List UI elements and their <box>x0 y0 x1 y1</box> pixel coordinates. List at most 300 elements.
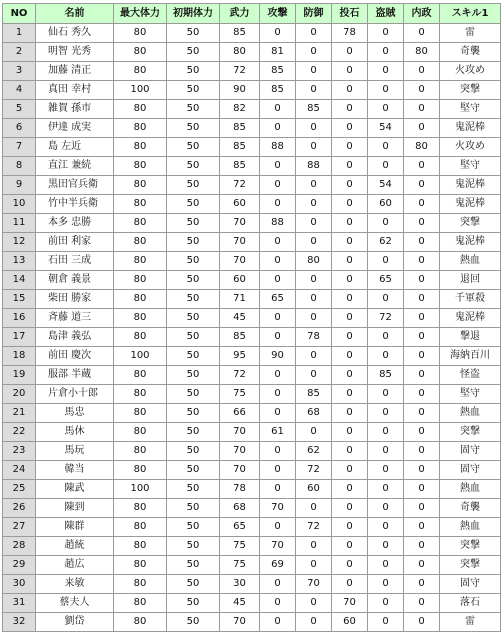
row-no: 28 <box>3 537 36 556</box>
force-cell: 70 <box>220 252 260 271</box>
defense-cell: 0 <box>296 233 332 252</box>
politics-cell: 0 <box>404 594 440 613</box>
force-cell: 66 <box>220 404 260 423</box>
character-name: 黒田官兵衛 <box>36 176 114 195</box>
row-no: 12 <box>3 233 36 252</box>
row-no: 27 <box>3 518 36 537</box>
force-cell: 70 <box>220 214 260 233</box>
max-hp-cell: 80 <box>114 461 167 480</box>
defense-cell: 0 <box>296 537 332 556</box>
defense-cell: 0 <box>296 24 332 43</box>
initial-hp-cell: 50 <box>167 461 220 480</box>
force-cell: 60 <box>220 195 260 214</box>
skill-cell: 熱血 <box>440 518 501 537</box>
defense-cell: 0 <box>296 347 332 366</box>
table-row <box>3 252 501 271</box>
skill-cell: 鬼泥棒 <box>440 119 501 138</box>
attack-cell: 61 <box>260 423 296 442</box>
skill-cell: 奇襲 <box>440 43 501 62</box>
politics-cell: 0 <box>404 613 440 632</box>
politics-cell: 0 <box>404 119 440 138</box>
politics-cell: 0 <box>404 100 440 119</box>
throw-stone-cell: 0 <box>332 233 368 252</box>
max-hp-cell: 80 <box>114 119 167 138</box>
table-row <box>3 290 501 309</box>
attack-cell: 0 <box>260 404 296 423</box>
defense-cell: 0 <box>296 62 332 81</box>
throw-stone-cell: 0 <box>332 347 368 366</box>
defense-cell: 68 <box>296 404 332 423</box>
force-cell: 72 <box>220 176 260 195</box>
initial-hp-cell: 50 <box>167 518 220 537</box>
throw-stone-cell: 0 <box>332 442 368 461</box>
initial-hp-cell: 50 <box>167 385 220 404</box>
header-max-hp: 最大体力 <box>114 4 167 24</box>
header-no: NO <box>3 4 36 24</box>
thief-cell: 0 <box>368 575 404 594</box>
initial-hp-cell: 50 <box>167 556 220 575</box>
defense-cell: 0 <box>296 594 332 613</box>
max-hp-cell: 80 <box>114 290 167 309</box>
throw-stone-cell: 0 <box>332 252 368 271</box>
character-name: 雑賀 孫市 <box>36 100 114 119</box>
initial-hp-cell: 50 <box>167 81 220 100</box>
defense-cell: 62 <box>296 442 332 461</box>
force-cell: 85 <box>220 24 260 43</box>
initial-hp-cell: 50 <box>167 290 220 309</box>
throw-stone-cell: 0 <box>332 176 368 195</box>
character-stats-table <box>2 3 501 632</box>
thief-cell: 0 <box>368 423 404 442</box>
attack-cell: 88 <box>260 138 296 157</box>
table-row <box>3 556 501 575</box>
throw-stone-cell: 0 <box>332 290 368 309</box>
throw-stone-cell: 0 <box>332 214 368 233</box>
thief-cell: 54 <box>368 119 404 138</box>
politics-cell: 0 <box>404 499 440 518</box>
table-row <box>3 499 501 518</box>
header-name: 名前 <box>36 4 114 24</box>
force-cell: 78 <box>220 480 260 499</box>
table-row <box>3 271 501 290</box>
skill-cell: 突撃 <box>440 423 501 442</box>
defense-cell: 88 <box>296 157 332 176</box>
skill-cell: 突撃 <box>440 537 501 556</box>
politics-cell: 0 <box>404 62 440 81</box>
row-no: 2 <box>3 43 36 62</box>
politics-cell: 0 <box>404 176 440 195</box>
attack-cell: 0 <box>260 309 296 328</box>
initial-hp-cell: 50 <box>167 309 220 328</box>
attack-cell: 65 <box>260 290 296 309</box>
defense-cell: 0 <box>296 290 332 309</box>
force-cell: 85 <box>220 119 260 138</box>
defense-cell: 85 <box>296 385 332 404</box>
character-name: 加藤 清正 <box>36 62 114 81</box>
table-row <box>3 613 501 632</box>
thief-cell: 54 <box>368 176 404 195</box>
politics-cell: 0 <box>404 157 440 176</box>
politics-cell: 0 <box>404 271 440 290</box>
thief-cell: 0 <box>368 556 404 575</box>
row-no: 3 <box>3 62 36 81</box>
thief-cell: 0 <box>368 613 404 632</box>
table-row <box>3 575 501 594</box>
thief-cell: 0 <box>368 100 404 119</box>
max-hp-cell: 80 <box>114 499 167 518</box>
header-skill1: スキル1 <box>440 4 501 24</box>
force-cell: 85 <box>220 328 260 347</box>
defense-cell: 0 <box>296 309 332 328</box>
row-no: 14 <box>3 271 36 290</box>
character-name: 蔡夫人 <box>36 594 114 613</box>
character-name: 陳群 <box>36 518 114 537</box>
attack-cell: 0 <box>260 328 296 347</box>
politics-cell: 0 <box>404 347 440 366</box>
attack-cell: 0 <box>260 176 296 195</box>
table-row <box>3 518 501 537</box>
attack-cell: 0 <box>260 594 296 613</box>
defense-cell: 72 <box>296 461 332 480</box>
skill-cell: 鬼泥棒 <box>440 233 501 252</box>
character-name: 趙統 <box>36 537 114 556</box>
skill-cell: 鬼泥棒 <box>440 309 501 328</box>
table-row <box>3 138 501 157</box>
politics-cell: 0 <box>404 252 440 271</box>
initial-hp-cell: 50 <box>167 62 220 81</box>
initial-hp-cell: 50 <box>167 157 220 176</box>
throw-stone-cell: 0 <box>332 575 368 594</box>
politics-cell: 0 <box>404 366 440 385</box>
character-name: 本多 忠勝 <box>36 214 114 233</box>
initial-hp-cell: 50 <box>167 480 220 499</box>
initial-hp-cell: 50 <box>167 442 220 461</box>
skill-cell: 固守 <box>440 575 501 594</box>
skill-cell: 海納百川 <box>440 347 501 366</box>
attack-cell: 0 <box>260 252 296 271</box>
force-cell: 75 <box>220 556 260 575</box>
force-cell: 70 <box>220 613 260 632</box>
throw-stone-cell: 0 <box>332 138 368 157</box>
force-cell: 70 <box>220 461 260 480</box>
table-row <box>3 366 501 385</box>
thief-cell: 0 <box>368 594 404 613</box>
thief-cell: 0 <box>368 442 404 461</box>
politics-cell: 0 <box>404 309 440 328</box>
max-hp-cell: 80 <box>114 252 167 271</box>
thief-cell: 0 <box>368 214 404 233</box>
force-cell: 85 <box>220 157 260 176</box>
max-hp-cell: 80 <box>114 233 167 252</box>
max-hp-cell: 80 <box>114 613 167 632</box>
skill-cell: 鬼泥棒 <box>440 195 501 214</box>
character-name: 劉岱 <box>36 613 114 632</box>
header-row <box>3 4 501 24</box>
thief-cell: 0 <box>368 81 404 100</box>
thief-cell: 85 <box>368 366 404 385</box>
defense-cell: 0 <box>296 138 332 157</box>
thief-cell: 0 <box>368 290 404 309</box>
max-hp-cell: 80 <box>114 575 167 594</box>
table-row <box>3 404 501 423</box>
initial-hp-cell: 50 <box>167 404 220 423</box>
skill-cell: 突撃 <box>440 81 501 100</box>
initial-hp-cell: 50 <box>167 575 220 594</box>
force-cell: 82 <box>220 100 260 119</box>
table-row <box>3 43 501 62</box>
thief-cell: 0 <box>368 62 404 81</box>
throw-stone-cell: 0 <box>332 43 368 62</box>
skill-cell: 熱血 <box>440 252 501 271</box>
character-name: 真田 幸村 <box>36 81 114 100</box>
attack-cell: 90 <box>260 347 296 366</box>
table-row <box>3 461 501 480</box>
table-row <box>3 119 501 138</box>
force-cell: 95 <box>220 347 260 366</box>
max-hp-cell: 80 <box>114 518 167 537</box>
thief-cell: 0 <box>368 480 404 499</box>
skill-cell: 堅守 <box>440 385 501 404</box>
character-name: 陳武 <box>36 480 114 499</box>
row-no: 26 <box>3 499 36 518</box>
throw-stone-cell: 0 <box>332 366 368 385</box>
character-name: 朝倉 義景 <box>36 271 114 290</box>
character-name: 石田 三成 <box>36 252 114 271</box>
initial-hp-cell: 50 <box>167 195 220 214</box>
defense-cell: 0 <box>296 556 332 575</box>
initial-hp-cell: 50 <box>167 233 220 252</box>
initial-hp-cell: 50 <box>167 176 220 195</box>
throw-stone-cell: 0 <box>332 461 368 480</box>
thief-cell: 65 <box>368 271 404 290</box>
attack-cell: 70 <box>260 537 296 556</box>
thief-cell: 0 <box>368 157 404 176</box>
politics-cell: 0 <box>404 214 440 233</box>
table-row <box>3 309 501 328</box>
character-name: 島 左近 <box>36 138 114 157</box>
politics-cell: 80 <box>404 43 440 62</box>
row-no: 10 <box>3 195 36 214</box>
politics-cell: 0 <box>404 518 440 537</box>
max-hp-cell: 80 <box>114 442 167 461</box>
thief-cell: 0 <box>368 347 404 366</box>
character-name: 趙広 <box>36 556 114 575</box>
row-no: 11 <box>3 214 36 233</box>
skill-cell: 怪盗 <box>440 366 501 385</box>
throw-stone-cell: 0 <box>332 62 368 81</box>
attack-cell: 0 <box>260 461 296 480</box>
max-hp-cell: 100 <box>114 81 167 100</box>
attack-cell: 0 <box>260 271 296 290</box>
max-hp-cell: 80 <box>114 157 167 176</box>
thief-cell: 0 <box>368 328 404 347</box>
initial-hp-cell: 50 <box>167 214 220 233</box>
throw-stone-cell: 0 <box>332 119 368 138</box>
throw-stone-cell: 0 <box>332 480 368 499</box>
initial-hp-cell: 50 <box>167 271 220 290</box>
header-attack: 攻撃 <box>260 4 296 24</box>
character-name: 陳到 <box>36 499 114 518</box>
attack-cell: 85 <box>260 62 296 81</box>
table-row <box>3 347 501 366</box>
max-hp-cell: 80 <box>114 195 167 214</box>
max-hp-cell: 80 <box>114 366 167 385</box>
row-no: 9 <box>3 176 36 195</box>
defense-cell: 0 <box>296 195 332 214</box>
character-name: 来敏 <box>36 575 114 594</box>
defense-cell: 0 <box>296 366 332 385</box>
row-no: 30 <box>3 575 36 594</box>
table-row <box>3 24 501 43</box>
defense-cell: 0 <box>296 271 332 290</box>
defense-cell: 0 <box>296 214 332 233</box>
row-no: 17 <box>3 328 36 347</box>
character-name: 仙石 秀久 <box>36 24 114 43</box>
initial-hp-cell: 50 <box>167 423 220 442</box>
character-name: 柴田 勝家 <box>36 290 114 309</box>
character-name: 島津 義弘 <box>36 328 114 347</box>
thief-cell: 0 <box>368 537 404 556</box>
attack-cell: 0 <box>260 100 296 119</box>
politics-cell: 0 <box>404 195 440 214</box>
character-table-container <box>2 3 501 632</box>
header-force: 武力 <box>220 4 260 24</box>
throw-stone-cell: 0 <box>332 556 368 575</box>
skill-cell: 千軍殺 <box>440 290 501 309</box>
force-cell: 45 <box>220 309 260 328</box>
header-politics: 内政 <box>404 4 440 24</box>
force-cell: 45 <box>220 594 260 613</box>
throw-stone-cell: 0 <box>332 499 368 518</box>
row-no: 8 <box>3 157 36 176</box>
thief-cell: 0 <box>368 499 404 518</box>
attack-cell: 81 <box>260 43 296 62</box>
max-hp-cell: 80 <box>114 556 167 575</box>
header-thief: 盗賊 <box>368 4 404 24</box>
table-row <box>3 385 501 404</box>
character-name: 斉藤 道三 <box>36 309 114 328</box>
initial-hp-cell: 50 <box>167 119 220 138</box>
skill-cell: 突撃 <box>440 556 501 575</box>
initial-hp-cell: 50 <box>167 100 220 119</box>
throw-stone-cell: 0 <box>332 81 368 100</box>
max-hp-cell: 80 <box>114 423 167 442</box>
throw-stone-cell: 0 <box>332 195 368 214</box>
skill-cell: 堅守 <box>440 100 501 119</box>
initial-hp-cell: 50 <box>167 24 220 43</box>
row-no: 16 <box>3 309 36 328</box>
politics-cell: 0 <box>404 461 440 480</box>
attack-cell: 0 <box>260 518 296 537</box>
initial-hp-cell: 50 <box>167 594 220 613</box>
defense-cell: 0 <box>296 499 332 518</box>
politics-cell: 0 <box>404 290 440 309</box>
force-cell: 90 <box>220 81 260 100</box>
force-cell: 71 <box>220 290 260 309</box>
initial-hp-cell: 50 <box>167 328 220 347</box>
skill-cell: 撃退 <box>440 328 501 347</box>
attack-cell: 0 <box>260 157 296 176</box>
force-cell: 70 <box>220 423 260 442</box>
row-no: 1 <box>3 24 36 43</box>
max-hp-cell: 80 <box>114 214 167 233</box>
table-row <box>3 100 501 119</box>
table-row <box>3 157 501 176</box>
table-row <box>3 480 501 499</box>
character-name: 前田 利家 <box>36 233 114 252</box>
thief-cell: 0 <box>368 461 404 480</box>
politics-cell: 0 <box>404 81 440 100</box>
force-cell: 72 <box>220 62 260 81</box>
thief-cell: 0 <box>368 252 404 271</box>
row-no: 15 <box>3 290 36 309</box>
politics-cell: 0 <box>404 24 440 43</box>
max-hp-cell: 80 <box>114 271 167 290</box>
initial-hp-cell: 50 <box>167 613 220 632</box>
politics-cell: 0 <box>404 442 440 461</box>
row-no: 20 <box>3 385 36 404</box>
thief-cell: 0 <box>368 138 404 157</box>
politics-cell: 0 <box>404 480 440 499</box>
attack-cell: 88 <box>260 214 296 233</box>
attack-cell: 0 <box>260 575 296 594</box>
throw-stone-cell: 60 <box>332 613 368 632</box>
throw-stone-cell: 0 <box>332 100 368 119</box>
attack-cell: 85 <box>260 81 296 100</box>
thief-cell: 62 <box>368 233 404 252</box>
throw-stone-cell: 0 <box>332 537 368 556</box>
row-no: 18 <box>3 347 36 366</box>
skill-cell: 熱血 <box>440 480 501 499</box>
table-row <box>3 62 501 81</box>
defense-cell: 72 <box>296 518 332 537</box>
thief-cell: 72 <box>368 309 404 328</box>
initial-hp-cell: 50 <box>167 138 220 157</box>
politics-cell: 0 <box>404 575 440 594</box>
row-no: 22 <box>3 423 36 442</box>
defense-cell: 0 <box>296 119 332 138</box>
skill-cell: 奇襲 <box>440 499 501 518</box>
character-name: 前田 慶次 <box>36 347 114 366</box>
force-cell: 85 <box>220 138 260 157</box>
row-no: 19 <box>3 366 36 385</box>
thief-cell: 0 <box>368 24 404 43</box>
politics-cell: 0 <box>404 404 440 423</box>
max-hp-cell: 80 <box>114 385 167 404</box>
row-no: 5 <box>3 100 36 119</box>
row-no: 32 <box>3 613 36 632</box>
max-hp-cell: 100 <box>114 480 167 499</box>
row-no: 29 <box>3 556 36 575</box>
table-row <box>3 594 501 613</box>
initial-hp-cell: 50 <box>167 537 220 556</box>
skill-cell: 火攻め <box>440 62 501 81</box>
attack-cell: 0 <box>260 119 296 138</box>
attack-cell: 0 <box>260 442 296 461</box>
skill-cell: 堅守 <box>440 157 501 176</box>
throw-stone-cell: 78 <box>332 24 368 43</box>
initial-hp-cell: 50 <box>167 499 220 518</box>
defense-cell: 0 <box>296 613 332 632</box>
max-hp-cell: 80 <box>114 24 167 43</box>
max-hp-cell: 80 <box>114 138 167 157</box>
attack-cell: 0 <box>260 195 296 214</box>
politics-cell: 0 <box>404 385 440 404</box>
force-cell: 68 <box>220 499 260 518</box>
attack-cell: 0 <box>260 480 296 499</box>
politics-cell: 0 <box>404 328 440 347</box>
table-body <box>3 24 501 632</box>
